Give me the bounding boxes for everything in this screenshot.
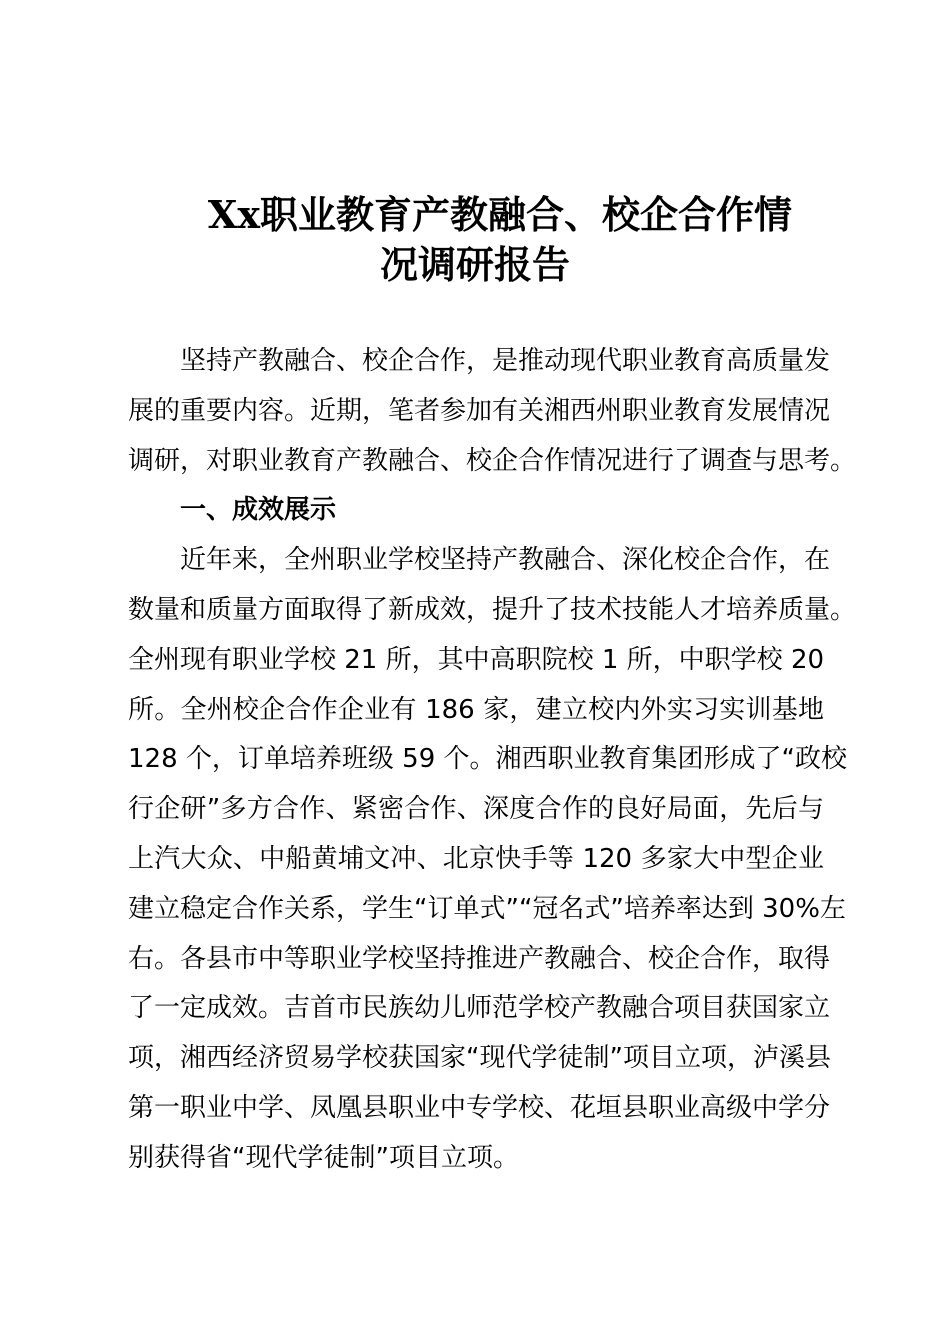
section-heading: 一、成效展示 [180,495,337,526]
section-line: 所。全州校企合作企业有 186 家，建立校内外实习实训基地 [128,694,824,725]
intro-line: 调研，对职业教育产教融合、校企合作情况进行了调查与思考。 [128,445,857,476]
section-line: 近年来，全州职业学校坚持产教融合、深化校企合作，在 [180,545,831,576]
section-line: 数量和质量方面取得了新成效，提升了技术技能人才培养质量。 [128,594,857,625]
section-line: 全州现有职业学校 21 所，其中高职院校 1 所，中职学校 20 [128,644,825,675]
section-line: 了一定成效。吉首市民族幼儿师范学校产教融合项目获国家立 [128,993,831,1024]
document-title-line-2: 况调研报告 [379,242,570,287]
section-line: 别获得省“现代学徒制”项目立项。 [128,1142,519,1173]
section-line: 建立稳定合作关系，学生“订单式”“冠名式”培养率达到 30%左 [128,893,846,924]
section-line: 右。各县市中等职业学校坚持推进产教融合、校企合作，取得 [128,943,831,974]
section-line: 第一职业中学、凤凰县职业中专学校、花垣县职业高级中学分 [128,1092,831,1123]
section-line: 上汽大众、中船黄埔文冲、北京快手等 120 多家大中型企业 [128,843,824,874]
intro-line: 展的重要内容。近期，笔者参加有关湘西州职业教育发展情况 [128,395,831,426]
document-body [128,337,857,1184]
section-line: 行企研”多方合作、紧密合作、深度合作的良好局面，先后与 [128,794,824,825]
document-title-line-1: Xx职业教育产教融合、校企合作情 [207,192,793,237]
section-line: 128 个，订单培养班级 59 个。湘西职业教育集团形成了“政校 [128,744,847,775]
section-line: 项，湘西经济贸易学校获国家“现代学徒制”项目立项，泸溪县 [128,1043,831,1074]
intro-line: 坚持产教融合、校企合作，是推动现代职业教育高质量发 [180,346,831,376]
